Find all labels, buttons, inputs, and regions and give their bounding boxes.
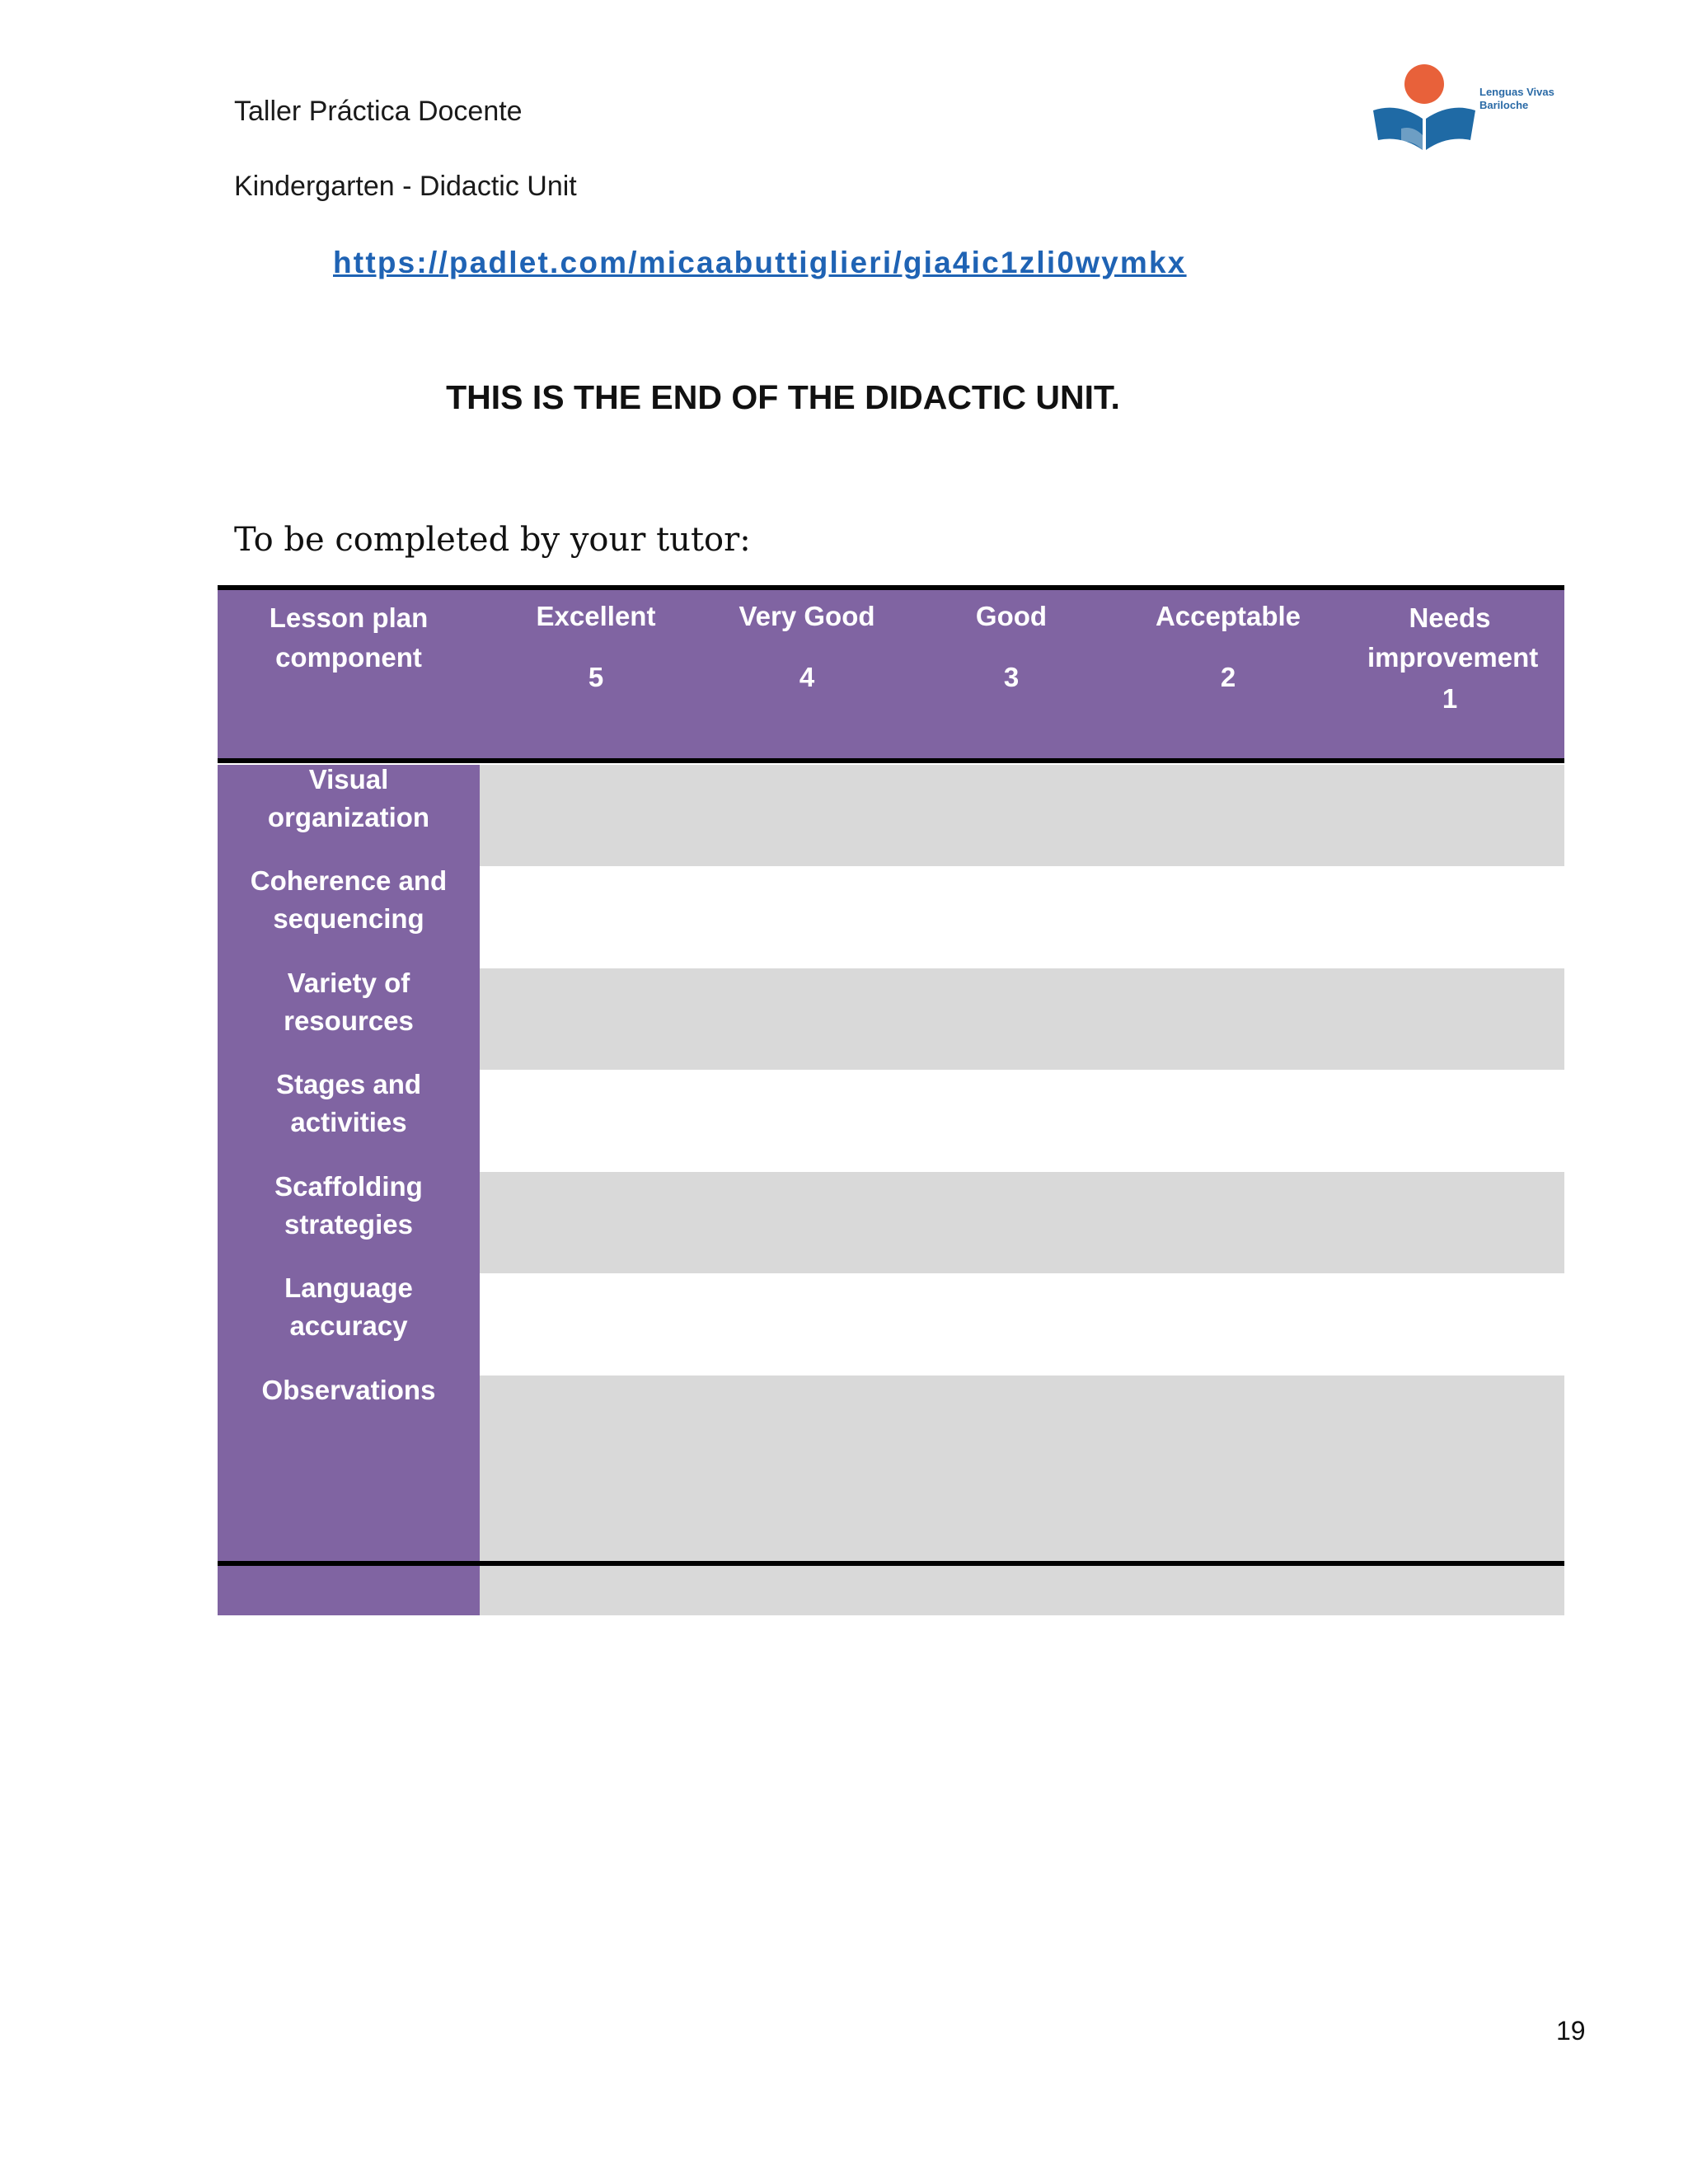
header-unit-title: Kindergarten - Didactic Unit — [234, 171, 577, 202]
header-col-label: Good — [975, 601, 1048, 631]
logo-text-line2: Bariloche — [1479, 99, 1529, 111]
header-col-score: 1 — [1442, 683, 1458, 714]
row-band — [480, 1273, 1564, 1376]
row-label-variety: Variety of resources — [284, 968, 414, 1036]
header-col-label: Needs improvement — [1367, 602, 1539, 673]
header-component: Lesson plan component — [269, 602, 429, 673]
header-col-needs-improvement — [1335, 598, 1564, 719]
row-label-observations: Observations — [261, 1375, 436, 1405]
table-header-row — [218, 590, 1564, 760]
padlet-link[interactable]: https://padlet.com/micaabuttiglieri/gia4ic1zli0wymkx — [333, 246, 1187, 279]
book-sun-logo-icon — [1368, 59, 1479, 158]
header-col-score: 2 — [1220, 662, 1236, 692]
header-col-label: Excellent — [536, 601, 656, 631]
row-band — [480, 765, 1564, 866]
logo-text — [1479, 86, 1554, 112]
table-bottom-rule — [218, 1561, 1564, 1566]
row-band — [480, 1172, 1564, 1273]
header-col-label: Very Good — [738, 601, 875, 631]
row-band — [480, 968, 1564, 1070]
row-label-language-accuracy: Language accuracy — [284, 1272, 413, 1341]
header-col-score: 4 — [799, 662, 815, 692]
logo-text-line1: Lenguas Vivas — [1479, 86, 1554, 98]
header-col-acceptable — [1121, 597, 1335, 697]
row-label-scaffolding: Scaffolding strategies — [274, 1171, 423, 1240]
tutor-label: To be completed by your tutor: — [234, 521, 751, 559]
header-col-good — [902, 597, 1121, 697]
header-col-excellent — [480, 597, 712, 697]
header-col-score: 5 — [588, 662, 604, 692]
end-title: THIS IS THE END OF THE DIDACTIC UNIT. — [446, 378, 1120, 416]
header-col-label: Acceptable — [1155, 601, 1301, 631]
header-course-title: Taller Práctica Docente — [234, 96, 523, 127]
observations-band — [480, 1376, 1564, 1615]
row-label-coherence: Coherence and sequencing — [250, 865, 448, 934]
row-label-stages: Stages and activities — [275, 1069, 422, 1137]
row-band — [480, 1070, 1564, 1172]
institution-logo — [1368, 59, 1574, 158]
row-label-visual-organization: Visual organization — [267, 764, 430, 832]
page-number: 19 — [1556, 2016, 1586, 2046]
header-col-very-good — [712, 597, 902, 697]
header-col-score: 3 — [1003, 662, 1020, 692]
row-band — [480, 866, 1564, 968]
